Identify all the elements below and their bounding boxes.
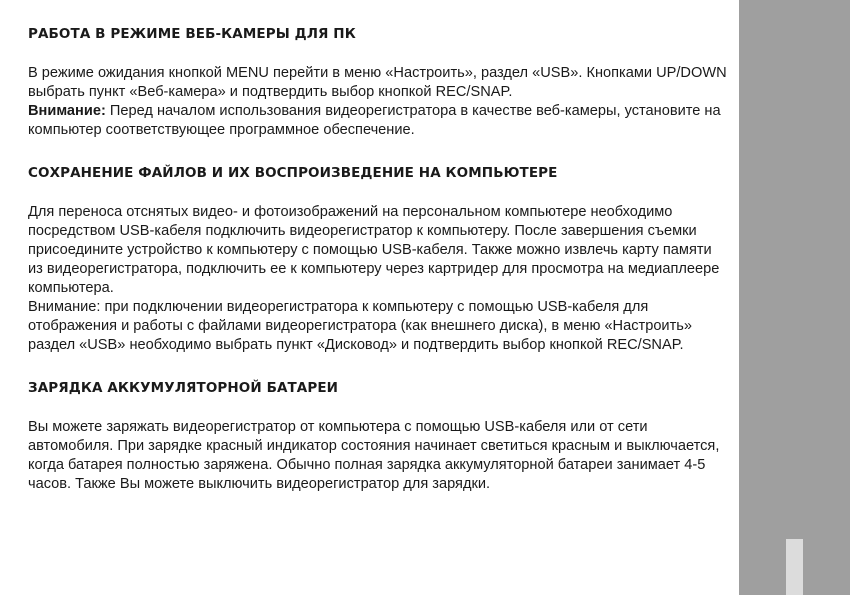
section-heading: РАБОТА В РЕЖИМЕ ВЕБ-КАМЕРЫ ДЛЯ ПК [28, 26, 356, 42]
paragraph [28, 102, 728, 140]
section-battery-charging [28, 379, 728, 494]
page-tab-marker [786, 539, 803, 595]
paragraph: Вы можете заряжать видеорегистратор от компьютера с помощью USB-кабеля или от сети автомобиля. При зарядке красный индикатор состояния начинает светиться красным и выключается, когда батарея полностью заряжена. Обычно полная зарядка аккумуляторной батареи занимает 4-5 часов. Также Вы можете выключить видеорегистратор для зарядки. [28, 419, 720, 492]
section-heading: СОХРАНЕНИЕ ФАЙЛОВ И ИХ ВОСПРОИЗВЕДЕНИЕ НА КОМПЬЮТЕРЕ [28, 165, 558, 181]
section-webcam [28, 25, 728, 140]
page-side-band [739, 0, 850, 595]
section-file-transfer [28, 164, 728, 355]
warning-label: Внимание: [28, 103, 106, 119]
paragraph: Внимание: при подключении видеорегистратора к компьютеру с помощью USB-кабеля для отображения и работы с файлами видеорегистратора (как внешнего диска), в меню «Настроить» раздел «USB» необходимо выбрать пункт «Дисковод» и подтвердить выбор кнопкой REC/SNAP. [28, 299, 692, 353]
paragraph: Для переноса отснятых видео- и фотоизображений на персональном компьютере необходимо посредством USB-кабеля подключить видеорегистратор к компьютеру. После завершения съемки присоедините устройство к компьютеру с помощью USB-кабеля. Также можно извлечь карту памяти из видеорегистратора, подключить ее к компьютеру через картридер для просмотра на медиаплеере компьютера. [28, 204, 720, 296]
document-body [28, 25, 728, 494]
section-heading: ЗАРЯДКА АККУМУЛЯТОРНОЙ БАТАРЕИ [28, 380, 339, 396]
paragraph: В режиме ожидания кнопкой MENU перейти в меню «Настроить», раздел «USB». Кнопками UP/DOWN выбрать пункт «Веб-камера» и подтвердить выбор кнопкой REC/SNAP. [28, 65, 727, 100]
paragraph-text: Перед началом использования видеорегистратора в качестве веб-камеры, установите на компьютер соответствующее программное обеспечение. [28, 103, 721, 138]
